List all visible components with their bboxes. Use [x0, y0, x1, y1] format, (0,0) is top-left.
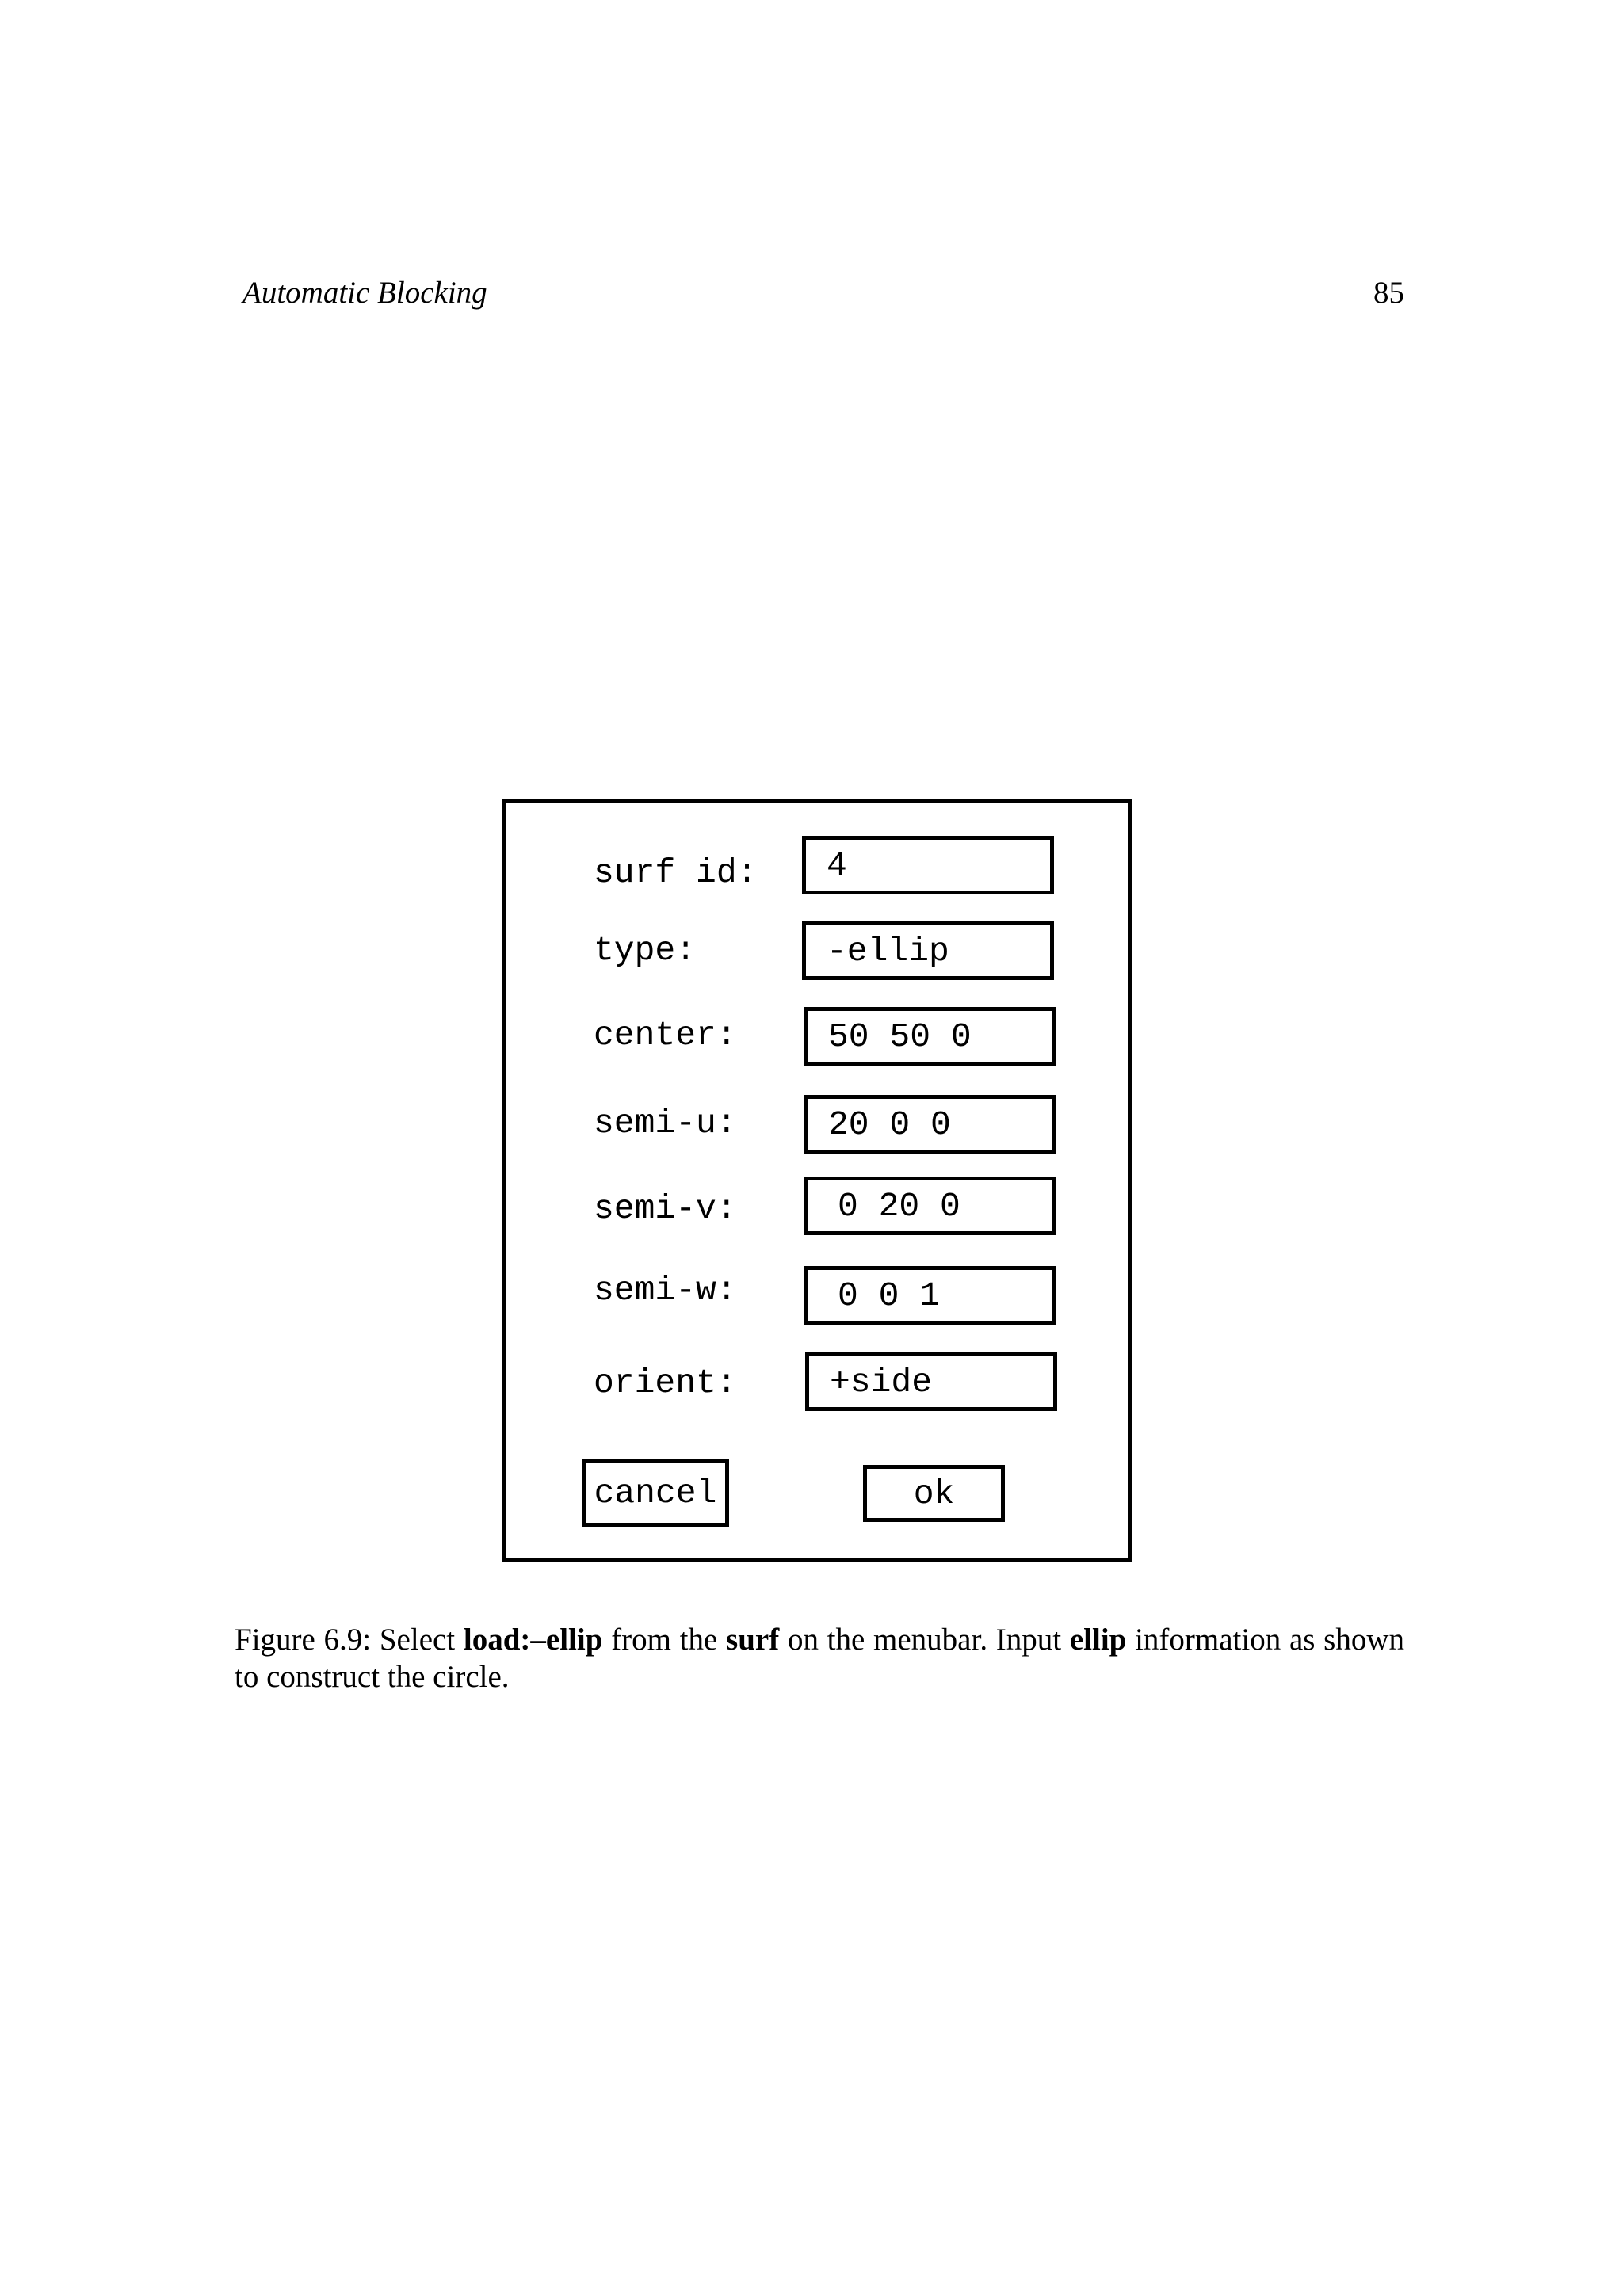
caption-text-2: from the [602, 1623, 727, 1657]
page-number: 85 [1373, 276, 1404, 310]
surf-id-label: surf id: [594, 853, 758, 892]
cancel-button[interactable]: cancel [582, 1459, 729, 1527]
running-head: Automatic Blocking [242, 276, 487, 310]
center-label: center: [594, 1016, 737, 1055]
figure-caption [235, 1621, 1404, 1695]
semi-v-field[interactable]: 0 20 0 [804, 1177, 1056, 1235]
center-field[interactable]: 50 50 0 [804, 1007, 1056, 1066]
semi-u-field[interactable]: 20 0 0 [804, 1095, 1056, 1154]
caption-bold-surf: surf [726, 1623, 780, 1657]
orient-field[interactable]: +side [805, 1352, 1057, 1411]
caption-text-4: information as shown to construct the circle. [235, 1623, 1405, 1694]
semi-v-label: semi-v: [594, 1189, 737, 1228]
surf-id-field[interactable]: 4 [802, 836, 1054, 894]
semi-w-field[interactable]: 0 0 1 [804, 1266, 1056, 1325]
caption-text-1: Figure 6.9: Select [235, 1623, 464, 1657]
type-label: type: [594, 931, 697, 970]
ok-button[interactable]: ok [863, 1465, 1005, 1522]
type-field[interactable]: -ellip [802, 921, 1054, 980]
orient-label: orient: [594, 1363, 737, 1402]
semi-u-label: semi-u: [594, 1104, 737, 1142]
ellip-input-dialog [502, 799, 1132, 1562]
semi-w-label: semi-w: [594, 1271, 737, 1310]
caption-text-3: on the menubar. Input [779, 1623, 1070, 1657]
caption-bold-ellip: ellip [1069, 1623, 1127, 1657]
caption-bold-load-ellip: load:–ellip [463, 1623, 603, 1657]
